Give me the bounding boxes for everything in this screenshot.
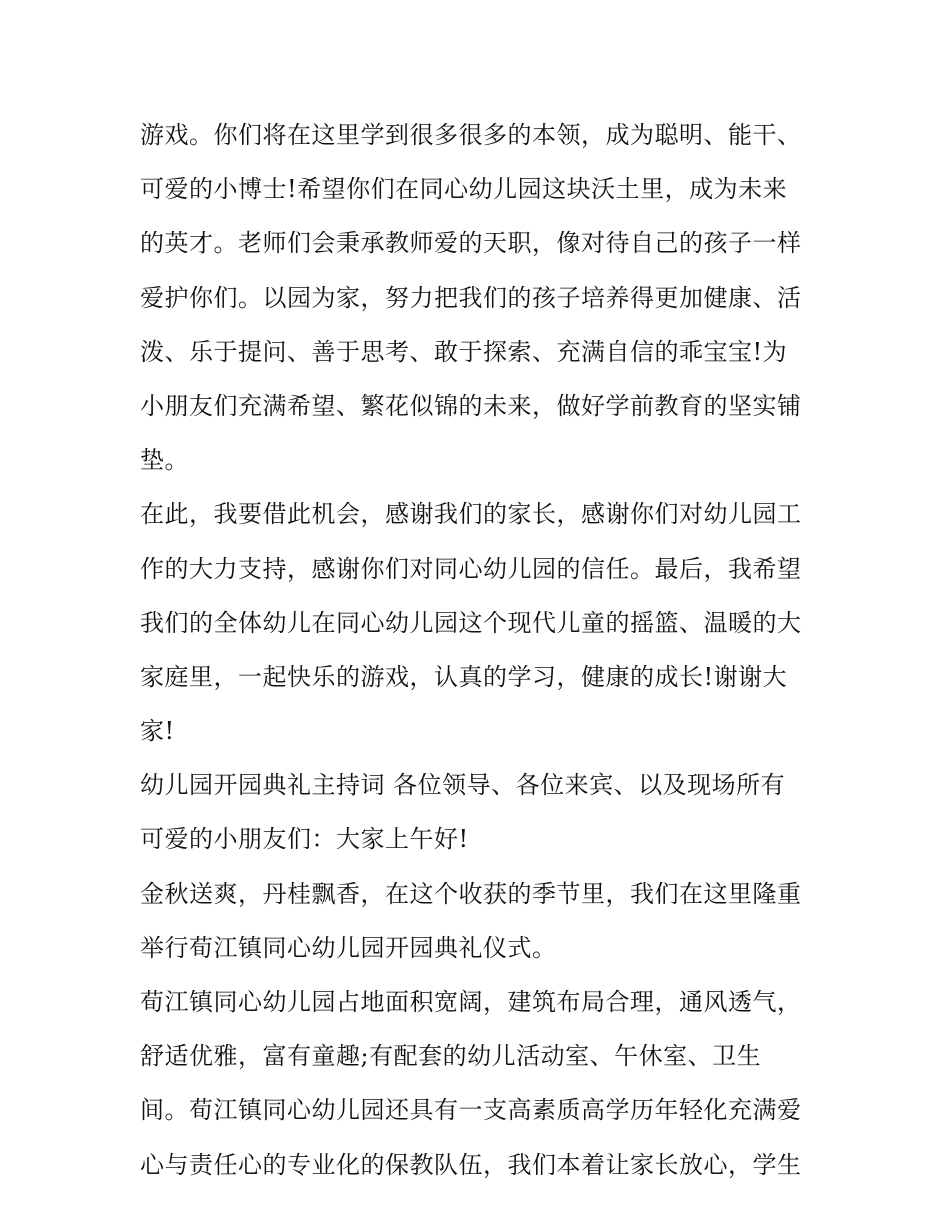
text-line: 在此，我要借此机会，感谢我们的家长，感谢你们对幼儿园工	[140, 500, 802, 529]
text-line: 金秋送爽，丹桂飘香，在这个收获的季节里，我们在这里隆重	[140, 879, 802, 908]
text-line: 垫。	[140, 446, 189, 475]
text-line: 作的大力支持，感谢你们对同心幼儿园的信任。最后，我希望	[140, 554, 802, 583]
text-line: 幼儿园开园典礼主持词 各位领导、各位来宾、以及现场所有	[140, 771, 786, 800]
text-line: 游戏。你们将在这里学到很多很多的本领，成为聪明、能干、	[140, 121, 802, 149]
text-line: 举行荀江镇同心幼儿园开园典礼仪式。	[140, 933, 557, 962]
text-line: 家庭里，一起快乐的游戏，认真的学习，健康的成长!谢谢大	[140, 662, 788, 691]
text-line: 可爱的小朋友们：大家上午好!	[140, 825, 469, 854]
text-line: 可爱的小博士!希望你们在同心幼儿园这块沃土里，成为未来	[140, 175, 788, 204]
text-line: 的英才。老师们会秉承教师爱的天职，像对待自己的孩子一样	[140, 229, 802, 258]
text-line: 我们的全体幼儿在同心幼儿园这个现代儿童的摇篮、温暖的大	[140, 608, 802, 637]
document-body	[140, 108, 820, 1192]
text-line: 泼、乐于提问、善于思考、敢于探索、充满自信的乖宝宝!为	[140, 337, 788, 366]
text-line: 家!	[140, 717, 175, 746]
text-line: 小朋友们充满希望、繁花似锦的未来，做好学前教育的坚实铺	[140, 391, 802, 420]
text-line: 爱护你们。以园为家，努力把我们的孩子培养得更加健康、活	[140, 283, 802, 312]
text-line: 舒适优雅，富有童趣;有配套的幼儿活动室、午休室、卫生	[140, 1042, 762, 1071]
text-line: 荀江镇同心幼儿园占地面积宽阔，建筑布局合理，通风透气，	[140, 988, 802, 1016]
text-line: 心与责任心的专业化的保教队伍，我们本着让家长放心，学生	[140, 1150, 802, 1179]
text-line: 间。荀江镇同心幼儿园还具有一支高素质高学历年轻化充满爱	[140, 1096, 802, 1125]
